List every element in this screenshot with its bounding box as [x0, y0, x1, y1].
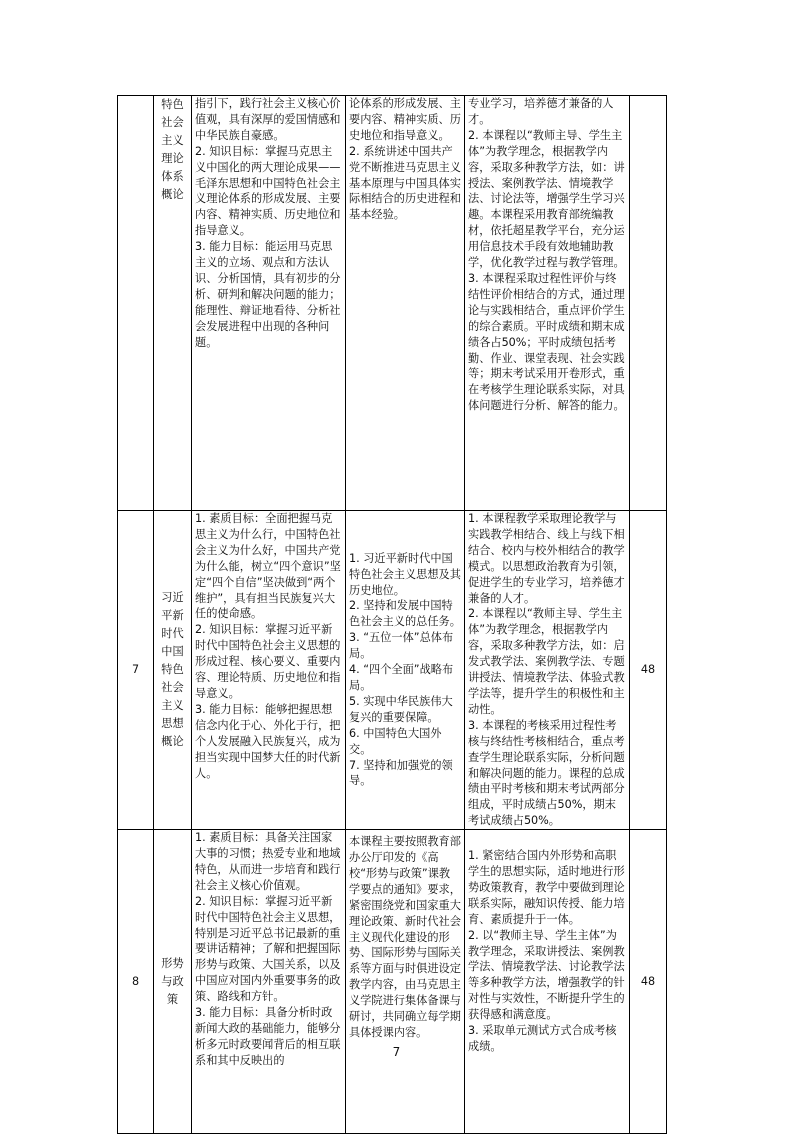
- goal-item: 1. 素质目标：全面把握马克思主义为什么行，中国特色社会主义为什么好，中国共产党为什么能，树立“四个意识”坚定“四个自信”坚决做到“两个维护”，具有担当民族复兴大任的使命感。: [195, 512, 341, 621]
- course-name: 形势与政策: [154, 830, 192, 1134]
- content-item: 5. 实现中华民族伟大复兴的重要保障。: [349, 694, 453, 724]
- teaching-requirements: [465, 830, 630, 1134]
- course-goals: [192, 96, 346, 511]
- goal-item: 3. 能力目标：能够把握思想信念内化于心、外化于行，把个人发展融入民族复兴，成为担当实现中国梦大任的时代新人。: [195, 702, 341, 780]
- course-hours: 48: [630, 830, 667, 1134]
- requirement-item: 2. 本课程以“教师主导、学生主体”为教学理念，根据教学内容，采取多种教学方法，如：讲授法、案例教学法、情境教学法、讨论法等，增强学生学习兴趣。本课程采用教育部统编教材，依托超星教学平台，充分运用信息技术手段有效地辅助教学，优化教学过程与教学管理。: [468, 128, 625, 270]
- content-item: 2. 坚持和发展中国特色社会主义的总任务。: [349, 599, 461, 629]
- requirement-item: 3. 采取单元测试方式合成考核成绩。: [468, 1024, 617, 1053]
- content-item: 论体系的形成发展、主要内容、精神实质、历史地位和指导意义。: [349, 97, 461, 142]
- content-item: 7. 坚持和加强党的领导。: [349, 758, 453, 788]
- goal-item: 2. 知识目标：掌握习近平新时代中国特色社会主义思想，特别是习近平总书记最新的重要讲话精神；了解和把握国际形势与政策、大国关系，以及中国应对国内外重要事务的政策、路线和方针。: [195, 894, 341, 1004]
- goal-item: 2. 知识目标：掌握马克思主义中国化的两大理论成果——毛泽东思想和中国特色社会主义理论体系的形成发展、主要内容、精神实质、历史地位和指导意义。: [195, 144, 341, 238]
- goal-item: 2. 知识目标：掌握习近平新时代中国特色社会主义思想的形成过程、核心要义、重要内容、理论特质、历史地位和指导意义。: [195, 623, 341, 700]
- course-goals: [192, 511, 346, 830]
- goal-item: 指引下，践行社会主义核心价值观，具有深厚的爱国情感和中华民族自豪感。: [195, 97, 341, 142]
- teaching-requirements: [465, 96, 630, 511]
- content-item: 3. “五位一体”总体布局。: [349, 631, 454, 661]
- content-item: 2. 系统讲述中国共产党不断推进马克思主义基本原理与中国具体实际相结合的历史进程和基本经验。: [349, 144, 461, 222]
- requirement-item: 3. 本课程的考核采用过程性考核与终结性考核相结合，重点考查学生理论联系实际，分析问题和解决问题的能力。课程的总成绩由平时考核和期末考试两部分组成，平时成绩占50%，期末考试成绩占50%。: [468, 718, 625, 828]
- goal-item: 1. 素质目标：具备关注国家大事的习惯；热爱专业和地域特色，从而进一步培育和践行社会主义核心价值观。: [195, 831, 341, 892]
- requirement-item: 1. 紧密结合国内外形势和高职学生的思想实际，适时地进行形势政策教育，教学中要做到理论联系实际，融知识传授、能力培育、素质提升于一体。: [468, 849, 625, 926]
- course-number: 8: [118, 830, 154, 1134]
- page-number: 7: [392, 1045, 401, 1059]
- goal-item: 3. 能力目标：能运用马克思主义的立场、观点和方法认识、分析国情，具有初步的分析、研判和解决问题的能力；能理性、辩证地看待、分析社会发展进程中出现的各种问题。: [195, 240, 341, 349]
- teaching-requirements: [465, 511, 630, 830]
- requirement-item: 2. 本课程以“教师主导、学生主体”为教学理念，根据教学内容，采取多种教学方法，如：启发式教学法、案例教学法、专题讲授法、情境教学法、体验式教学法等，提升学生的积极性和主动性。: [468, 607, 625, 716]
- course-content: [346, 511, 465, 830]
- content-item: 4. “四个全面”战略布局。: [349, 663, 454, 693]
- requirement-item: 1. 本课程教学采取理论教学与实践教学相结合、线上与线下相结合、校内与校外相结合的教学模式。以思想政治教育为引领，促进学生的专业学习，培养德才兼备的人才。: [468, 512, 625, 605]
- course-number: 7: [118, 511, 154, 830]
- requirement-item: 3. 本课程采取过程性评价与终结性评价相结合的方式，通过理论与实践相结合，重点评价学生的综合素质。平时成绩和期末成绩各占50%；平时成绩包括考勤、作业、课堂表现、社会实践等；期末考试采用开卷形式，重在考核学生理论联系实际，对具体问题进行分析、解答的能力。: [468, 271, 625, 413]
- course-number: [118, 96, 154, 511]
- table-row: [118, 830, 667, 1134]
- course-goals: [192, 830, 346, 1134]
- table-row: [118, 511, 667, 830]
- table-row: [118, 96, 667, 511]
- content-item: 6. 中国特色大国外交。: [349, 726, 442, 756]
- content-item: 1. 习近平新时代中国特色社会主义思想及其历史地位。: [349, 551, 461, 597]
- requirement-item: 专业学习，培养德才兼备的人才。: [468, 97, 614, 126]
- requirement-item: 2. 以“教师主导、学生主体”为教学理念，采取讲授法、案例教学法、情境教学法、讨论教学法等多种教学方法，增强教学的针对性与实效性，不断提升学生的获得感和满意度。: [468, 928, 625, 1022]
- course-content: [346, 96, 465, 511]
- course-hours: 48: [630, 511, 667, 830]
- course-name: 习近平新时代中国特色社会主义思想概论: [154, 511, 192, 830]
- course-hours: [630, 96, 667, 511]
- goal-item: 3. 能力目标：具备分析时政新闻大政的基础能力，能够分析多元时政要闻背后的相互联系和其中反映出的: [195, 1006, 341, 1067]
- course-name: 特色社会主义理论体系概论: [154, 96, 192, 511]
- course-table: [117, 95, 667, 1134]
- content-item: 本课程主要按照教育部办公厅印发的《高校“形势与政策”课教学要点的通知》要求，紧密围绕党和国家重大理论政策、新时代社会主义现代化建设的形势、国际形势与国际关系等方面与时俱进设定教学内容，由马克思主义学院进行集体备课与研讨，共同确立每学期具体授课内容。: [349, 835, 461, 1039]
- course-content: [346, 830, 465, 1134]
